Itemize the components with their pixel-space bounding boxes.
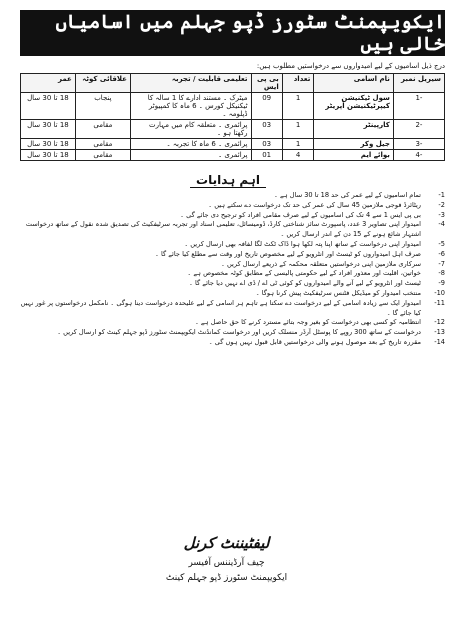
instructions-heading: اہم ہدایات: [158, 173, 298, 187]
item-number: -11: [434, 298, 445, 307]
cell-quota: مقامی: [75, 139, 130, 150]
header-bps: بی پی ایس: [251, 74, 282, 93]
item-text: تمام اسامیوں کے لیے عمر کی حد 18 تا 30 سال ہے ۔: [274, 191, 421, 199]
cell-qty: 1: [282, 139, 314, 150]
cell-quota: مقامی: [75, 120, 130, 139]
cell-serial: -1: [393, 93, 444, 120]
table-header-row: [21, 74, 445, 93]
item-text: صرف اہل امیدواروں کو ٹیسٹ اور انٹرویو کے لیے مخصوص تاریخ اور وقت سے مطلع کیا جائے گا ۔: [154, 249, 421, 258]
instructions-list: [20, 191, 445, 348]
item-text: درخواست کے ساتھ 300 روپے کا پوسٹل آرڈر منسلک کریں اور درخواست کمانڈنٹ ایکویپمنٹ سٹورز ڈپو جہلم کینٹ کو ارسال کریں ۔: [57, 328, 421, 337]
item-number: -5: [438, 239, 445, 248]
cell-quota: پنجاب: [75, 93, 130, 120]
cell-qty: 1: [282, 93, 314, 120]
item-text: مقررہ تاریخ کے بعد موصول ہونے والی درخواستیں قابل قبول نہیں ہوں گی ۔: [208, 337, 421, 346]
header-serial: سیریل نمبر: [393, 74, 444, 93]
cell-post: بوائے ایم: [314, 150, 394, 161]
cell-qualification: پرائمری ۔ متعلقہ کام میں مہارت رکھتا ہو ۔: [130, 120, 251, 139]
cell-serial: -4: [393, 150, 444, 161]
cell-quota: مقامی: [75, 150, 130, 161]
list-item: [20, 338, 445, 348]
item-number: -14: [434, 337, 445, 346]
list-item: [20, 318, 445, 328]
cell-bps: 01: [251, 150, 282, 161]
cell-age: 18 تا 30 سال: [21, 120, 76, 139]
item-number: -6: [438, 249, 445, 258]
cell-age: 18 تا 30 سال: [21, 139, 76, 150]
table-row: [21, 139, 445, 150]
list-item: [20, 201, 445, 211]
item-number: -3: [438, 210, 445, 219]
item-number: -8: [438, 269, 445, 278]
page-title: ایکویپمنٹ سٹورز ڈپو جہلم میں اسامیاں خالی ہیں: [55, 11, 445, 55]
cell-post: کارپینٹر: [314, 120, 394, 139]
cell-qualification: پرائمری ۔: [130, 150, 251, 161]
list-item: [20, 211, 445, 221]
item-number: -12: [434, 318, 445, 327]
cell-bps: 03: [251, 120, 282, 139]
table-row: [21, 150, 445, 161]
header-qualification: تعلیمی قابلیت / تجربہ: [130, 74, 251, 93]
list-item: [20, 289, 445, 299]
table-row: [21, 120, 445, 139]
item-text: خواتین، اقلیت اور معذور افراد کے لیے حکومتی پالیسی کے مطابق کوٹہ مخصوص ہے ۔: [187, 269, 421, 278]
header-quota: علاقائی کوٹہ: [75, 74, 130, 93]
signature-organization: ایکویپمنٹ سٹورز ڈپو جہلم کینٹ: [165, 573, 288, 583]
advertisement-page: [8, 6, 445, 613]
list-item: [20, 299, 445, 319]
list-item: [20, 191, 445, 201]
cell-bps: 03: [251, 139, 282, 150]
vacancies-table: [20, 73, 445, 161]
intro-text: درج ذیل اسامیوں کے لیے امیدواروں سے درخواستیں مطلوب ہیں:: [256, 62, 445, 70]
cell-post: جیل وکر: [314, 139, 394, 150]
item-number: -9: [438, 279, 445, 288]
list-item: [20, 269, 445, 279]
title-banner: [20, 10, 445, 56]
signature-rank: لیفٹیننٹ کرنل: [183, 534, 270, 552]
item-text: امیدوار اپنی درخواست کے ساتھ اپنا پتہ لکھا ہوا ڈاک ٹکٹ لگا لفافہ بھی ارسال کریں ۔: [184, 239, 421, 248]
cell-qty: 1: [282, 120, 314, 139]
cell-qty: 4: [282, 150, 314, 161]
cell-qualification: پرائمری ۔ 6 ماہ کا تجربہ ۔: [130, 139, 251, 150]
signature-designation: چیف آرڈیننس آفیسر: [188, 558, 265, 568]
list-item: [20, 279, 445, 289]
item-text: بی پی ایس 1 سے 4 تک کی اسامیوں کے لیے صرف مقامی افراد کو ترجیح دی جائے گی ۔: [180, 210, 421, 219]
cell-serial: -2: [393, 120, 444, 139]
item-number: -13: [434, 328, 445, 337]
cell-post: سول ٹیکنیشن کیپرٹیکنیشن آپریٹر: [314, 93, 394, 120]
item-number: -4: [438, 220, 445, 229]
list-item: [20, 220, 445, 240]
item-text: سرکاری ملازمین اپنی درخواستیں متعلقہ محکمہ کے ذریعے ارسال کریں ۔: [221, 259, 421, 268]
item-number: -2: [438, 200, 445, 209]
cell-bps: 09: [251, 93, 282, 120]
table-row: [21, 93, 445, 120]
cell-age: 18 تا 30 سال: [21, 93, 76, 120]
item-number: -7: [438, 259, 445, 268]
cell-serial: -3: [393, 139, 444, 150]
item-text: منتخب امیدوار کو میڈیکل فٹنس سرٹیفکیٹ پیش کرنا ہوگا ۔: [255, 288, 421, 297]
item-number: -1: [438, 191, 445, 199]
item-text: امیدوار ایک سے زیادہ اسامی کے لیے درخواست دے سکتا ہے تاہم ہر اسامی کے لیے علیحدہ درخواست دینا ہوگی ۔ نامکمل درخواستوں پر غور نہیں کیا جائے گا ۔: [20, 298, 421, 317]
header-post: نام اسامی: [314, 74, 394, 93]
list-item: [20, 240, 445, 250]
header-qty: تعداد: [282, 74, 314, 93]
item-number: -10: [434, 288, 445, 297]
item-text: امیدوار اپنی تصاویر 3 عدد، پاسپورٹ سائز شناختی کارڈ، ڈومیسائل، تعلیمی اسناد اور تجربہ سرٹیفکیٹ کی تصدیق شدہ نقول کے ساتھ درخواست اشتہار شائع ہونے کے 15 دن کے اندر ارسال کریں ۔: [25, 220, 421, 239]
item-text: انتظامیہ کو کسی بھی درخواست کو بغیر وجہ بتائے مسترد کرنے کا حق حاصل ہے ۔: [194, 318, 421, 327]
list-item: [20, 250, 445, 260]
signature-block: [8, 534, 445, 586]
header-age: عمر: [21, 74, 76, 93]
item-text: ریٹائرڈ فوجی ملازمین 45 سال کی عمر کی حد تک درخواست دے سکتے ہیں ۔: [208, 200, 421, 209]
cell-age: 18 تا 30 سال: [21, 150, 76, 161]
list-item: [20, 328, 445, 338]
item-text: ٹیسٹ اور انٹرویو کے لیے آنے والے امیدواروں کو کوئی ٹی اے / ڈی اے نہیں دیا جائے گا ۔: [189, 279, 421, 288]
cell-qualification: میٹرک ۔ مستند ادارے کا 1 سالہ کا ٹیکنیکل کورس ۔ 6 ماہ کا کمپیوٹر ڈپلومہ ۔: [130, 93, 251, 120]
list-item: [20, 260, 445, 270]
